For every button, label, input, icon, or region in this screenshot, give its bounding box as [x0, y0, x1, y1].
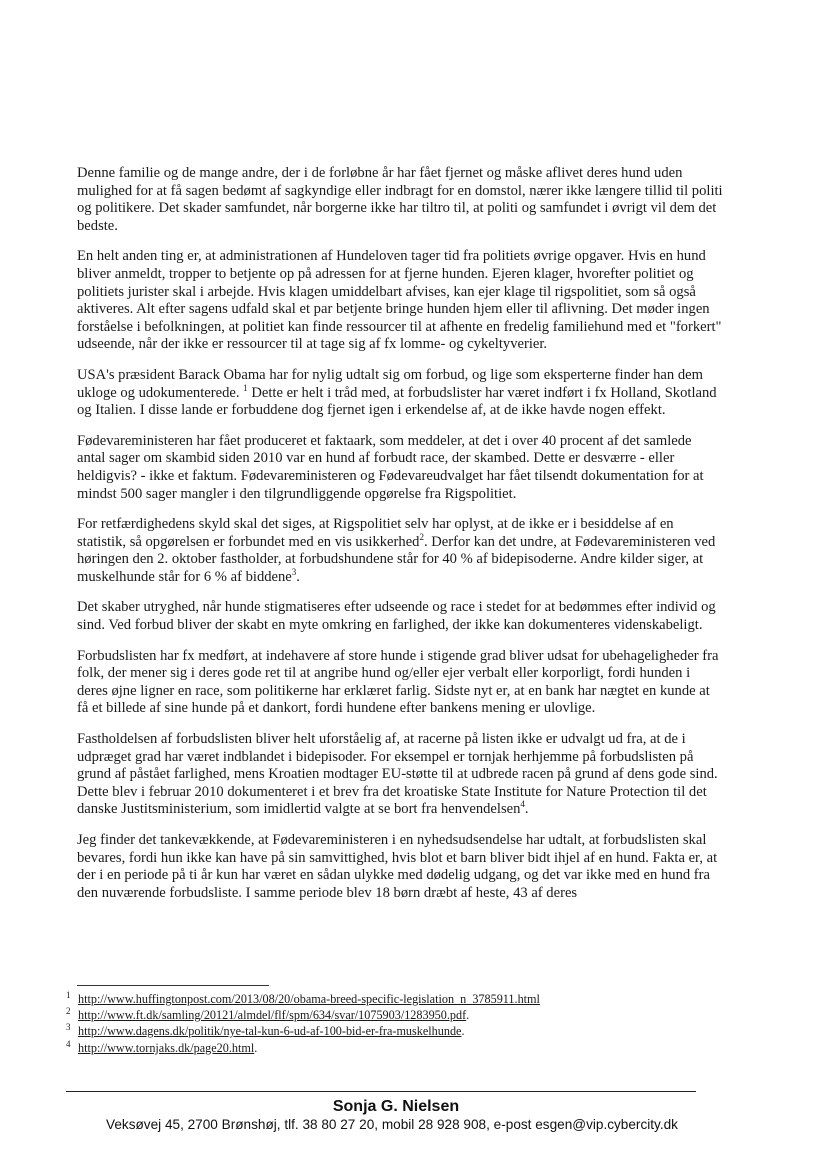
paragraph-8: [77, 731, 723, 819]
footnote-3: 3 http://www.dagens.dk/politik/nye-tal-kun-6-ud-af-100-bid-er-fra-muskelhunde.: [66, 1022, 465, 1039]
sender-address: Veksøvej 45, 2700 Brønshøj, tlf. 38 80 27 20, mobil 28 928 908, e-post esgen@vip.cybercity.dk: [106, 1117, 678, 1132]
paragraph-5-text-c: .: [296, 568, 300, 585]
paragraph-8-text-a: Fastholdelsen af forbudslisten bliver helt uforståelig af, at racerne på listen ikke er udvalgt ud fra, at de i udpræget grad har været indblandet i bidepisoder. For eksempel er tornjak herhjemme på forbudslisten på grund af påstået farlighed, mens Kroatien modtager EU-støtte til at udbrede racen på grund af dens gode sind. Dette blev i februar 2010 dokumenteret i et brev fra det kroatiske State Institute for Nature Protection til det danske Justitsministerium, som imidlertid valgte at se bort fra henvendelsen: [77, 731, 718, 818]
paragraph-4: Fødevareministeren har fået produceret et faktaark, som meddeler, at det i over 40 procent af det samlede antal sager om skambid siden 2010 var en hund af forbudt race, der skambed. Dette er desværre - eller heldigvis? - ikke et faktum. Fødevareministeren og Fødevareudvalget har fået tilsendt dokumentation for at mindst 500 sager mangler i den tilgrundliggende opgørelse fra Rigspolitiet.: [77, 432, 704, 502]
footnote-4: 4 http://www.tornjaks.dk/page20.html.: [66, 1038, 258, 1055]
sender-name: Sonja G. Nielsen: [332, 1098, 460, 1115]
footnote-2: 2 http://www.ft.dk/samling/20121/almdel/flf/spm/634/svar/1075903/1283950.pdf.: [66, 1006, 470, 1023]
footnote-link-1[interactable]: http://www.huffingtonpost.com/2013/08/20/obama-breed-specific-legislation_n_3785911.html: [78, 992, 540, 1006]
paragraph-3-text-a: USA's præsident Barack Obama har for nylig udtalt sig om forbud, og lige som eksperterne finder han dem ukloge og udokumenterede.: [77, 366, 703, 401]
footnote-suffix: .: [461, 1024, 465, 1039]
paragraph-5-text-a: For retfærdighedens skyld skal det siges, at Rigspolitiet selv har oplyst, at de ikke er i besiddelse af en statistik, så opgørelsen er forbundet med en vis usikkerhed: [77, 516, 674, 550]
footnote-link-4[interactable]: http://www.tornjaks.dk/page20.html: [78, 1040, 255, 1055]
footnote-separator: [77, 985, 269, 986]
paragraph-6: Det skaber utryghed, når hunde stigmatiseres efter udseende og race i stedet for at bedømmes efter individ og sind. Ved forbud bliver der skabt en myte omkring en farlighed, der ikke kan dokumenteres videnskabeligt.: [77, 599, 716, 634]
paragraph-3: [77, 367, 723, 420]
footnote-ref-1: 1: [243, 382, 248, 393]
paragraph-3-text-b: Dette er helt i tråd med, at forbudslister har været indført i fx Holland, Skotland og Italien. I disse lande er forbuddene dog fjernet igen i erkendelse af, at de ikke havde nogen effekt.: [77, 384, 717, 419]
footnote-ref-4: 4: [520, 799, 525, 810]
paragraph-1: Denne familie og de mange andre, der i de forløbne år har fået fjernet og måske aflivet deres hund uden mulighed for at få sagen bedømt af sagkyndige eller indbragt for en domstol, nærer ikke længere tillid til politi og politikere. Det skader samfundet, når borgerne ikke har tiltro til, at politi og samfundet i øvrigt vil dem det bedste.: [77, 165, 723, 234]
footnotes: [66, 991, 666, 1056]
footnote-link-3[interactable]: http://www.dagens.dk/politik/nye-tal-kun-6-ud-af-100-bid-er-fra-muskelhunde: [78, 1024, 462, 1039]
footnote-ref-2: 2: [419, 531, 424, 542]
footnote-1: 1 http://www.huffingtonpost.com/2013/08/20/obama-breed-specific-legislation_n_3785911.html: [66, 989, 540, 1006]
footnote-link-2[interactable]: http://www.ft.dk/samling/20121/almdel/flf/spm/634/svar/1075903/1283950.pdf: [78, 1008, 467, 1023]
paragraph-8-text-b: .: [524, 801, 529, 818]
footnote-suffix: .: [254, 1040, 258, 1055]
paragraph-9: Jeg finder det tankevækkende, at Fødevareministeren i en nyhedsudsendelse har udtalt, at forbudslisten skal bevares, fordi hun ikke kan have på sin samvittighed, hvis blot et barn bliver bidt ihjel af en hund. Fakta er, at der i en periode på ti år kun har været en sådan ulykke med dødelig udgang, og det var ikke med en hund fra den nuværende forbudsliste. I samme periode blev 18 børn dræbt af heste, 43 af deres: [77, 832, 718, 901]
footer-separator: [66, 1091, 696, 1092]
paragraph-5-text-b: . Derfor kan det undre, at Fødevareministeren ved høringen den 2. oktober fastholder, at forbudshundene står for 40 % af bidepisoderne. Andre kilder siger, at muskelhunde står for 6 % af biddene: [77, 533, 716, 585]
footnote-suffix: .: [466, 1008, 470, 1023]
paragraph-5: [77, 516, 723, 586]
footnote-ref-3: 3: [291, 567, 297, 578]
paragraph-2: En helt anden ting er, at administrationen af Hundeloven tager tid fra politiets øvrige opgaver. Hvis en hund bliver anmeldt, tropper to betjente op på adressen for at fjerne hunden. Ejeren klager, hvorefter politiet og politiets jurister skal i arbejde. Hvis klagen umiddelbart afvises, kan ejer klage til rigspolitiet, som så også aktiveres. Alt efter sagens udfald skal et par betjente bringe hunden hjem eller til aflivning. Det møder ingen forståelse i befolkningen, at politiet kan finde ressourcer til at afhente en fredelig familiehund med et "forkert" udseende, når der ikke er ressourcer til at tage sig af fx lomme- og cykeltyverier.: [77, 248, 722, 353]
letter-body: [77, 165, 723, 915]
paragraph-7: Forbudslisten har fx medført, at indehavere af store hunde i stigende grad bliver udsat for ubehageligheder fra folk, der mener sig i deres gode ret til at angribe hund og/eller ejer verbalt eller korporligt, fordi hunden i deres øjne ligner en race, som politikerne har erklæret farlig. Sidste nyt er, at en bank har nægtet en kunde at få et billede af sine hunde på et dankort, fordi hundene efter bankens mening er ulovlige.: [77, 647, 719, 717]
